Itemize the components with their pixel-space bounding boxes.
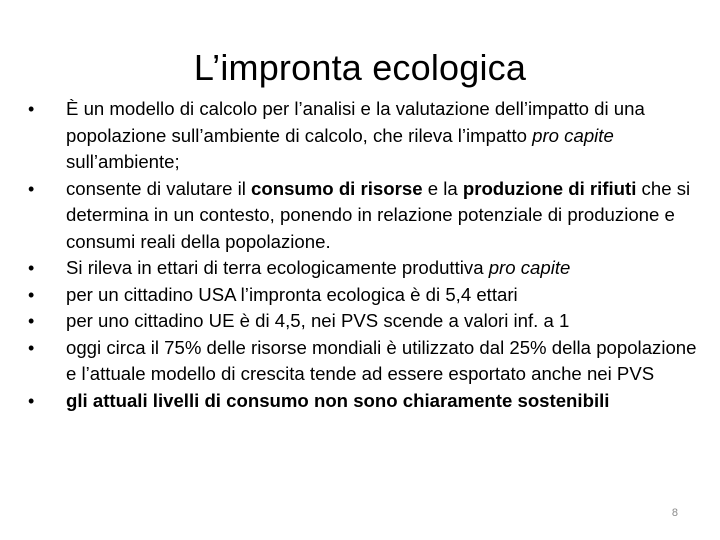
bullet-item [28, 176, 700, 256]
bullet-text: sull’ambiente; [66, 151, 180, 172]
bullet-item [28, 255, 700, 282]
bullet-text: che si determina in un contesto, ponendo in relazione potenziale di produzione e consumi reali della popolazione. [66, 177, 691, 252]
slide-title: L’impronta ecologica [193, 47, 527, 88]
bullet-text: consente di valutare il [66, 177, 252, 199]
bullet-list [28, 96, 700, 414]
bullet-text-italic: pro capite [532, 124, 614, 146]
page-number: 8 [671, 507, 678, 519]
bullet-text-bold: consumo di risorse [251, 177, 423, 199]
bullet-text-bold: produzione di rifiuti [462, 177, 637, 199]
bullet-item [28, 388, 700, 415]
bullet-item [28, 282, 700, 309]
bullet-text: per uno cittadino UE è di 4,5, nei PVS scende a valori inf. a 1 [66, 310, 570, 331]
bullet-text: per un cittadino USA l’impronta ecologica è di 5,4 ettari [66, 283, 518, 305]
bullet-item [28, 335, 700, 388]
bullet-text: Si rileva in ettari di terra ecologicamente produttiva [66, 257, 489, 278]
bullet-text: È un modello di calcolo per l’analisi e la valutazione dell’impatto di una popolazione sull’ambiente di calcolo, che rileva l’impatto [66, 98, 645, 146]
bullet-text: oggi circa il 75% delle risorse mondiali è utilizzato dal 25% della popolazione e l’attuale modello di crescita tende ad essere esportato anche nei PVS [66, 336, 697, 384]
bullet-item [28, 96, 700, 176]
bullet-item [28, 308, 700, 335]
bullet-text-bold: gli attuali livelli di consumo non sono chiaramente sostenibili [66, 389, 610, 411]
bullet-text-italic: pro capite [488, 257, 571, 278]
bullet-text: e la [422, 177, 463, 199]
